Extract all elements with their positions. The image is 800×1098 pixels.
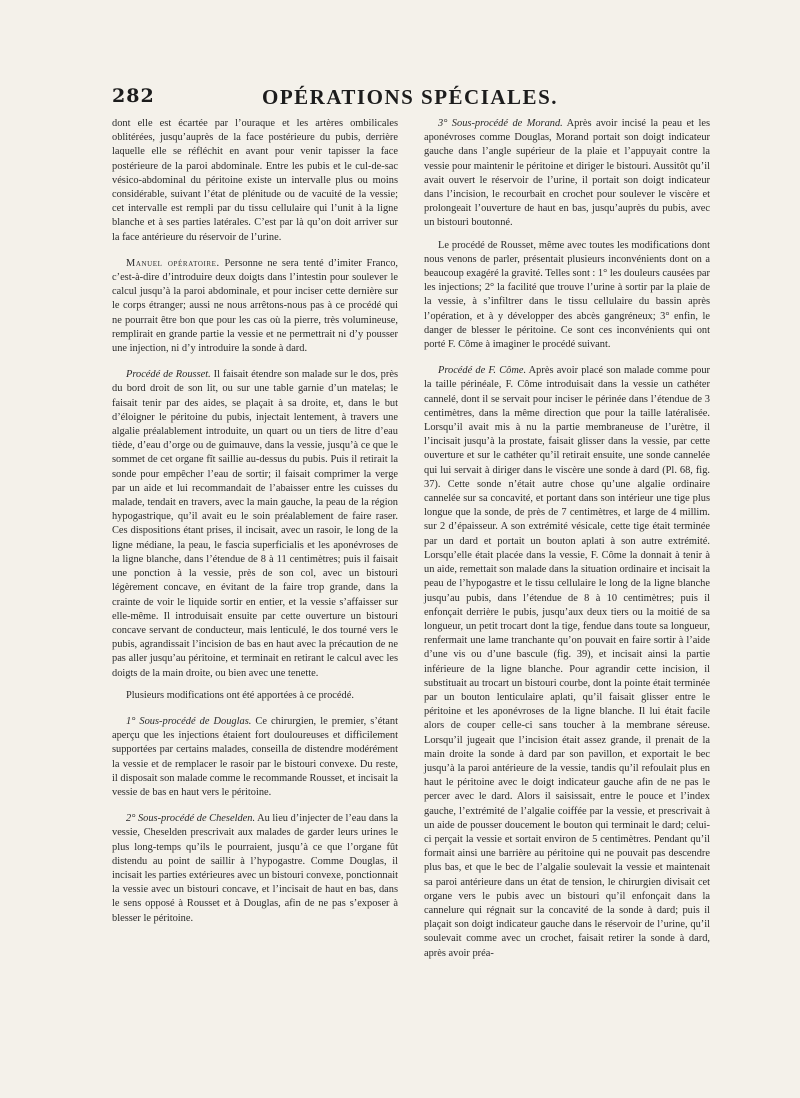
paragraph — [424, 364, 710, 961]
paragraph — [112, 715, 398, 800]
section-label: Manuel opératoire. — [126, 257, 220, 269]
paragraph — [112, 368, 398, 680]
paragraph-text: Personne ne sera tenté d’imiter Franco, c’est-à-dire d’introduire deux doigts dans l’intestin pour soulever le calcul jusqu’à la paroi abdominale, et pour inciser cette dernière sur le corps étranger; aussi ne nous arrêtons-nous pas à ce procédé qui ne pourrait être bon que pour les cas où la pierre, très volumineuse, remplirait en grande partie la vessie et ne permettrait ni d’y pousser une injection, ni d’y introduire la sonde à dard. — [112, 257, 399, 355]
paragraph-text: Après avoir incisé la peau et les aponévroses comme Douglas, Morand portait son doigt indicateur gauche dans l’angle supérieur de la plaie et l’appuyait contre la vessie pour maintenir le péritoine et diriger le bistouri. Aussitôt qu’il avait ouvert le réservoir de l’urine, il portait son doigt indicateur dans l’incision, le recourbait en crochet pour soulever le viscère et prolongeait l’ouverture de haut en bas, jusqu’auprès du pubis, avec un bistouri boutonné. — [424, 118, 710, 229]
section-label: 2° Sous-procédé de Cheselden. — [126, 813, 256, 825]
paragraph — [112, 257, 398, 356]
paragraph — [424, 117, 710, 231]
paragraph-text: Il faisait étendre son malade sur le dos, près du bord droit de son lit, ou sur une table garnie d’un matelas; le faisait tenir par des aides, se plaçait à sa droite, et, dans le but d’éloigner le péritoine du pubis, injectait lentement, à travers une algalie préalablement introduite, un quart ou un tiers de litre d’eau tiède, d’eau d’orge ou de guimauve, dans la vessie, jusqu’à ce que le sommet de cet organe fît saillie au-dessus du pubis. Puis il retirait la sonde pour empêcher l’eau de sortir; il faisait comprimer la verge par un aide et lui recommandait de l’abaisser entre les cuisses du malade, tendait en travers, avec la main gauche, la peau de la région hypogastrique, qu’il avait eu le soin préalablement de faire raser. Ces dispositions étant prises, il incisait, avec un rasoir, le long de la ligne médiane, la peau, le fascia superficialis et les aponévroses de la ligne blanche, dans l’étendue de 8 à 11 centimètres; puis il faisait une ponction à la vessie, près de son col, avec un bistouri légèrement concave, en évitant de la faire trop grande, dans la crainte de voir le liquide sortir en entier, et la vessie s’affaisser sur elle-même. Il introduisait ensuite par cette ouverture un bistouri concave servant de conducteur, mais lenticulé, le dos tourné vers le pubis, agrandissait l’incision de bas en haut avec la précaution de ne pas aller jusqu’au péritoine, et terminait en retirant le calcul avec les doigts de la main droite, ou bien avec une tenette. — [112, 369, 398, 679]
paragraph: Plusieurs modifications ont été apportées à ce procédé. — [126, 689, 354, 701]
left-column — [112, 117, 398, 934]
right-column — [424, 117, 710, 969]
paragraph: Le procédé de Rousset, même avec toutes les modifications dont nous venons de parler, présentait plusieurs inconvénients dont on a beaucoup exagéré la gravité. Telles sont : 1° les douleurs causées par les injections; 2° la facilité que trouve l’urine à sortir par la plaie de la vessie, à s’infiltrer dans le tissu cellulaire du bassin après l’opération, et à y développer des abcès gangréneux; 3° enfin, le danger de blesser le péritoine. Ce sont ces inconvénients qui ont porté F. Côme à imaginer le procédé suivant. — [424, 239, 710, 351]
section-label: Procédé de Rousset. — [126, 369, 211, 381]
paragraph-text: Après avoir placé son malade comme pour la taille périnéale, F. Côme introduisait dans la vessie un cathéter cannelé, dont il se servait pour inciser le périnée dans l’étendue de 3 centimètres, dans la même direction que pour la taille latéralisée. Lorsqu’il avait mis à nu la partie membraneuse de l’urètre, il l’incisait jusqu’à la prostate, faisait glisser dans la vessie, par cette ouverture et sur le cathéter qu’il retirait ensuite, une sonde cannelée qui lui servait à diriger dans le viscère une sonde à dard (Pl. 68, fig. 37). Cette sonde n’était autre chose qu’une algalie ordinaire cannelée sur sa concavité, et portant dans son intérieur une tige plus longue que la sonde, de près de 7 centimètres, et large de 4 millim. sur 2 d’épaisseur. A son extrémité vésicale, cette tige était terminée par un dard et portait un bouton aplati à son autre extrémité. Lorsqu’elle était placée dans la vessie, F. Côme la donnait à tenir à un aide, remettait son malade dans la situation ordinaire et incisait la peau de l’hypogastre et le tissu cellulaire le long de la ligne blanche jusqu’au pubis, dans l’étendue de 8 à 10 centimètres; puis il enfonçait derrière le pubis, jusqu’aux deux tiers ou la moitié de sa longueur, un petit trocart dont la tige, fendue dans toute sa longueur, renfermait une lame tranchante qu’on pouvait en faire sortir à l’aide d’une vis ou d’une bascule (fig. 39), et incisait ainsi la partie inférieure de la ligne blanche. Pour agrandir cette incision, il substituait au trocart un bistouri courbe, dont la pointe était terminée par un bouton lenticulaire aplati, qu’il faisait glisser entre le péritoine et les aponévroses de la ligne blanche. Il lui était facile alors de couper celle-ci sans toucher à la membrane séreuse. Lorsqu’il jugeait que l’incision était assez grande, il prenait de la main droite la sonde à dard par son pavillon, et exportait le bec jusqu’à la paroi antérieure de la vessie, tandis qu’il refoulait plus en haut le péritoine avec le doigt indicateur gauche afin de ne pas le percer avec le dard. Alors il saisissait, entre le pouce et l’index gauche, l’extrémité de l’algalie coiffée par la vessie, et prescrivait à un aide de pousser doucement le bouton qui terminait le dard; celui-ci perçait la vessie et sortait environ de 5 centimètres. Pendant qu’il formait ainsi une barrière au péritoine qui ne pouvait pas descendre plus bas, et que le bec de l’algalie soulevait la vessie et maintenait sa paroi antérieure dans un état de tension, le chirurgien divisait cet organe vers le pubis avec un bistouri qu’il enfonçait dans la cannelure qui régnait sur la concavité de la sonde à dard; puis il plaçait son doigt indicateur gauche dans le réservoir de l’urine, qu’il soulevait comme avec un crochet, faisait retirer la sonde à dard, après avoir préa- — [424, 365, 710, 959]
paragraph-text: Au lieu d’injecter de l’eau dans la vessie, Cheselden prescrivait aux malades de garder leurs urines le plus long-temps qu’ils le pourraient, jusqu’à ce que l’organe fût distendu au point de saillir à l’hypogastre. Comme Douglas, il incisait les parties extérieures avec un bistouri convexe, ponctionnait la vessie avec un bistouri concave, et l’incisait de haut en bas, dans le sens opposé à Rousset et à Douglas, afin de ne pas s’exposer à blesser le péritoine. — [112, 813, 398, 924]
page-number: 282 — [112, 85, 155, 107]
paragraph-text: Ce chirurgien, le premier, s’étant aperçu que les injections étaient fort douloureuses et difficilement supportées par certains malades, conseilla de distendre modérément la vessie et de remplacer le rasoir par le bistouri convexe. Du reste, il disposait son malade comme le recommande Rousset, et incisait la vessie de bas en haut vers le péritoine. — [112, 715, 399, 798]
paragraph: dont elle est écartée par l’ouraque et les artères ombilicales oblitérées, jusqu’auprès de la face postérieure du pubis, derrière laquelle elle se réfléchit en avant pour venir tapisser la face postérieure de la paroi abdominale. Entre les pubis et le cul-de-sac vésico-abdominal du péritoine existe un intervalle plus ou moins considérable, suivant l’état de plénitude ou de vacuité de la vessie; cet intervalle est rempli par du tissu cellulaire qui l’unit à la ligne blanche et à ses parties latérales. C’est par là qu’on doit arriver sur la face antérieure du réservoir de l’urine. — [112, 118, 398, 243]
section-label: Procédé de F. Côme. — [438, 365, 527, 377]
running-title: OPÉRATIONS SPÉCIALES. — [261, 85, 558, 109]
paragraph — [112, 812, 398, 926]
section-label: 1° Sous-procédé de Douglas. — [126, 715, 252, 727]
page-header — [112, 85, 708, 109]
section-label: 3° Sous-procédé de Morand. — [438, 118, 563, 129]
